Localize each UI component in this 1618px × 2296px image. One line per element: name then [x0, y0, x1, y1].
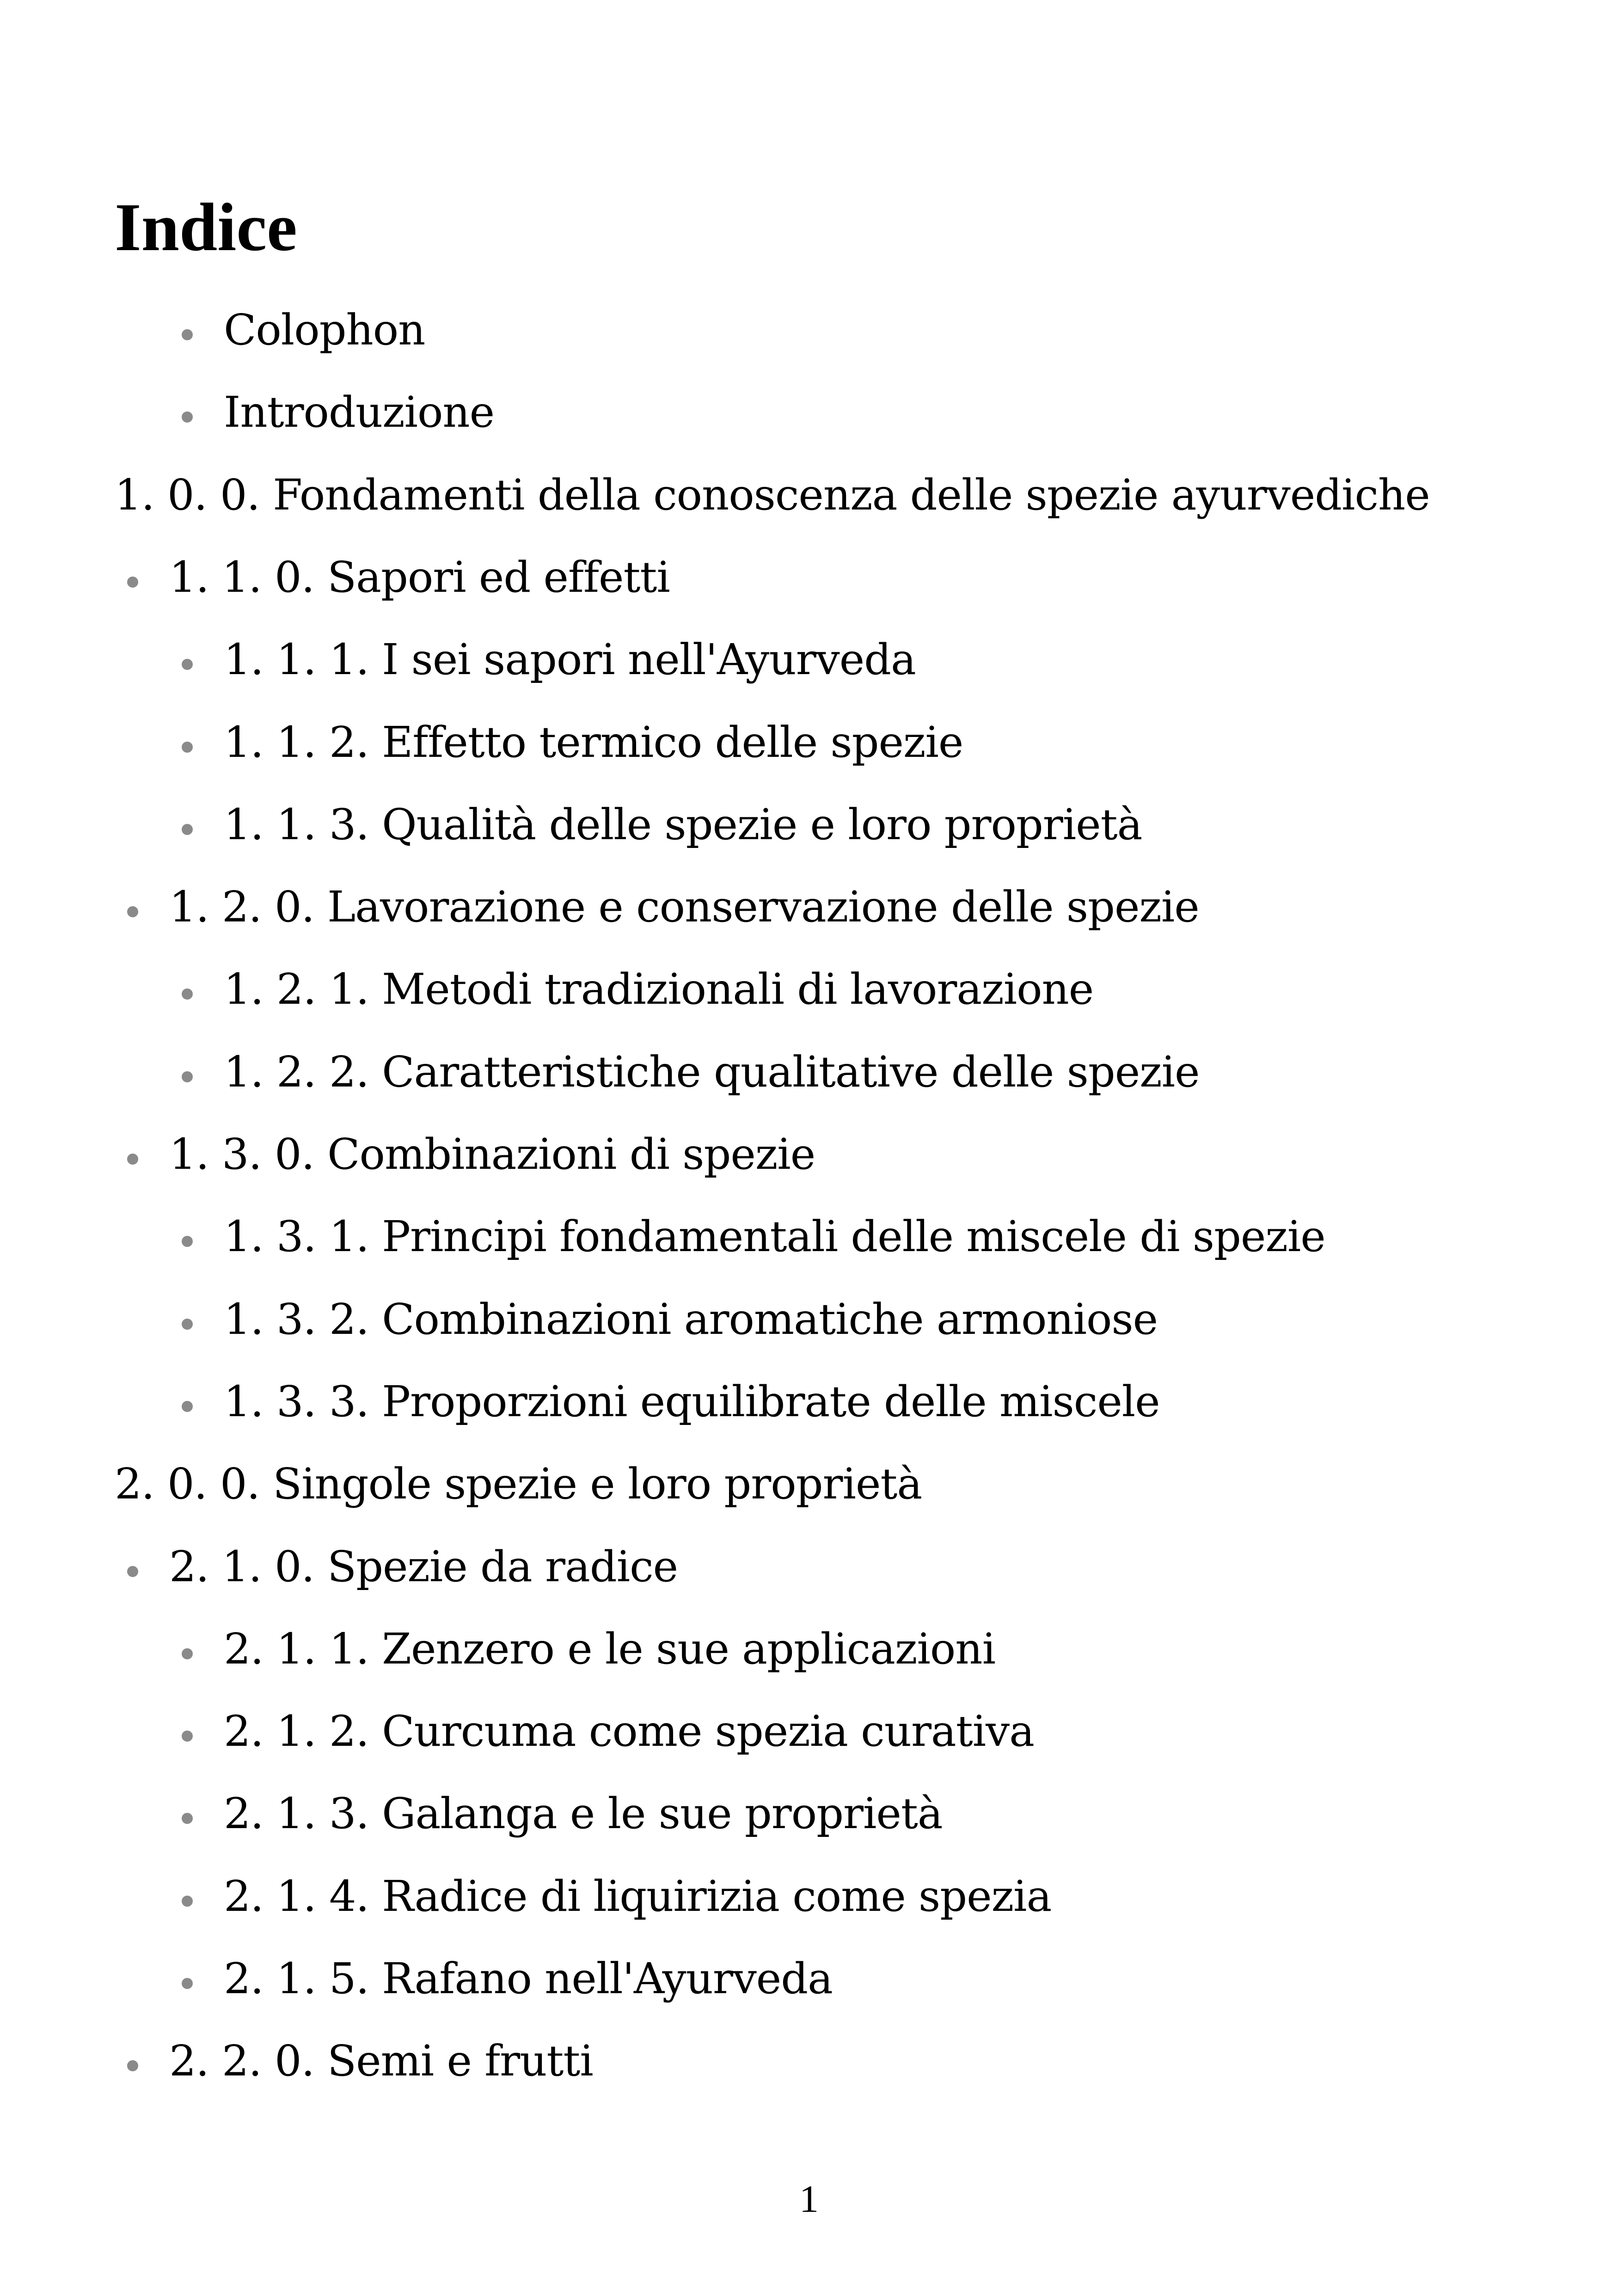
bullet-icon — [182, 411, 193, 423]
toc-entry-label: 1. 1. 0. Sapori ed effetti — [169, 552, 670, 602]
toc-entry-label: 1. 2. 1. Metodi tradizionali di lavorazione — [224, 964, 1094, 1014]
toc-entry-label: 1. 3. 0. Combinazioni di spezie — [169, 1130, 815, 1179]
bullet-icon — [127, 1154, 138, 1165]
toc-entry-label: 1. 1. 3. Qualità delle spezie e loro proprietà — [224, 799, 1142, 849]
toc-entry-label: 1. 3. 2. Combinazioni aromatiche armoniose — [224, 1294, 1158, 1344]
bullet-icon — [127, 1566, 138, 1577]
bullet-icon — [182, 659, 193, 670]
toc-entry-label: Colophon — [224, 305, 425, 355]
toc-entry-label: 2. 1. 0. Spezie da radice — [169, 1541, 678, 1591]
toc-entry-label: 1. 3. 3. Proporzioni equilibrate delle miscele — [224, 1376, 1160, 1426]
bullet-icon — [182, 742, 193, 753]
bullet-icon — [182, 1236, 193, 1247]
page-title: Indice — [115, 190, 297, 265]
bullet-icon — [127, 2060, 138, 2071]
bullet-icon — [127, 906, 138, 917]
toc-entry-label: 1. 1. 1. I sei sapori nell'Ayurveda — [224, 635, 916, 685]
toc-entry-label: 2. 0. 0. Singole spezie e loro proprietà — [115, 1459, 922, 1509]
toc-entry-label: Introduzione — [224, 387, 495, 437]
bullet-icon — [182, 1319, 193, 1330]
page-number: 1 — [799, 2178, 819, 2221]
bullet-icon — [182, 1071, 193, 1082]
toc-entry-label: 1. 3. 1. Principi fondamentali delle miscele di spezie — [224, 1212, 1325, 1262]
toc-entry-label: 2. 1. 3. Galanga e le sue proprietà — [224, 1789, 943, 1839]
bullet-icon — [182, 329, 193, 340]
toc-entry-label: 1. 0. 0. Fondamenti della conoscenza delle spezie ayurvediche — [115, 470, 1430, 520]
bullet-icon — [182, 1978, 193, 1989]
toc-entry-label: 2. 1. 5. Rafano nell'Ayurveda — [224, 1954, 833, 2003]
bullet-icon — [182, 1813, 193, 1824]
toc-entry-label: 2. 2. 0. Semi e frutti — [169, 2036, 593, 2086]
toc-entry-label: 1. 2. 0. Lavorazione e conservazione delle spezie — [169, 882, 1199, 932]
toc-entry-label: 1. 2. 2. Caratteristiche qualitative delle spezie — [224, 1047, 1200, 1097]
toc-entry-label: 2. 1. 2. Curcuma come spezia curativa — [224, 1707, 1035, 1756]
bullet-icon — [182, 1731, 193, 1742]
toc-entry-label: 2. 1. 4. Radice di liquirizia come spezia — [224, 1871, 1052, 1921]
bullet-icon — [182, 988, 193, 1000]
bullet-icon — [182, 1648, 193, 1659]
bullet-icon — [182, 1896, 193, 1907]
toc-entry-label: 1. 1. 2. Effetto termico delle spezie — [224, 717, 963, 767]
bullet-icon — [182, 824, 193, 835]
toc-entry-label: 2. 1. 1. Zenzero e le sue applicazioni — [224, 1624, 995, 1674]
bullet-icon — [182, 1401, 193, 1412]
bullet-icon — [127, 577, 138, 588]
